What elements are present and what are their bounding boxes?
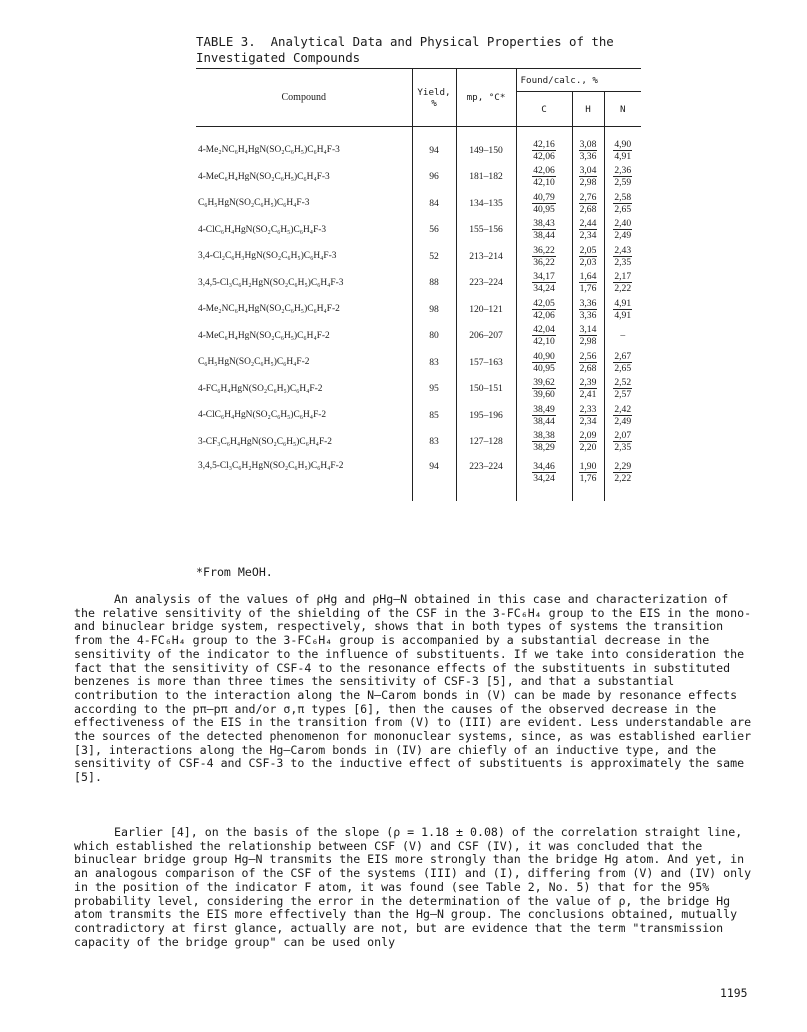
h-calc-value: 2,20 xyxy=(579,442,597,454)
n-calc-value: 2,65 xyxy=(614,362,632,374)
h-cell xyxy=(572,164,604,191)
c-cell xyxy=(516,296,572,323)
n-cell xyxy=(604,164,641,191)
c-found-value: 38,38 xyxy=(533,430,555,442)
c-cell xyxy=(516,376,572,403)
compound-cell: C₆H₅HgN(SO₂C₆H₅)C₆H₄F-3 xyxy=(198,198,310,209)
h-found-value: 3,04 xyxy=(579,165,597,177)
h-fraction xyxy=(579,218,598,241)
n-cell xyxy=(604,127,641,164)
c-found-value: 42,16 xyxy=(533,138,555,150)
h-cell xyxy=(572,296,604,323)
n-found-value: 2,40 xyxy=(614,218,632,230)
yield-cell: 94 xyxy=(412,455,456,501)
c-found-value: 40,79 xyxy=(533,191,555,203)
n-fraction xyxy=(613,271,632,294)
h-fraction xyxy=(579,271,598,294)
h-found-value: 1,90 xyxy=(579,461,597,472)
n-fraction xyxy=(613,245,632,268)
c-found-value: 42,04 xyxy=(533,324,555,336)
yield-cell: 52 xyxy=(412,243,456,270)
mp-cell: 181–182 xyxy=(456,164,516,191)
n-fraction xyxy=(613,298,632,321)
c-cell xyxy=(516,270,572,297)
table-row xyxy=(196,270,641,297)
h-cell xyxy=(572,217,604,244)
yield-cell: 96 xyxy=(412,164,456,191)
mp-cell: 213–214 xyxy=(456,243,516,270)
n-found-value: 4,90 xyxy=(614,138,632,150)
c-found-value: 38,43 xyxy=(533,218,555,230)
n-cell xyxy=(604,270,641,297)
n-fraction xyxy=(613,218,632,241)
yield-cell: 83 xyxy=(412,429,456,456)
n-calc-value: 2,49 xyxy=(614,415,632,427)
table-row xyxy=(196,402,641,429)
n-calc-value: 2,49 xyxy=(614,230,632,242)
c-found-value: 42,05 xyxy=(533,297,555,309)
h-cell xyxy=(572,455,604,501)
n-cell xyxy=(604,349,641,376)
n-calc-value: 2,35 xyxy=(614,442,632,454)
h-calc-value: 2,41 xyxy=(579,389,597,401)
compound-cell: 4-FC₆H₄HgN(SO₂C₆H₅)C₆H₄F-2 xyxy=(198,383,323,394)
h-fraction xyxy=(579,351,598,374)
c-calc-value: 34,24 xyxy=(533,473,555,484)
mp-cell: 206–207 xyxy=(456,323,516,350)
n-fraction xyxy=(613,192,632,215)
c-calc-value: 42,10 xyxy=(533,177,555,189)
h-found-value: 2,09 xyxy=(579,430,597,442)
yield-cell: 84 xyxy=(412,190,456,217)
c-fraction xyxy=(532,139,556,162)
h-fraction xyxy=(579,245,598,268)
n-fraction xyxy=(613,139,632,162)
n-found-value: 2,67 xyxy=(614,350,632,362)
c-calc-value: 42,06 xyxy=(533,150,555,162)
c-cell xyxy=(516,429,572,456)
n-calc-value: 4,91 xyxy=(614,309,632,321)
c-fraction xyxy=(532,165,556,188)
c-cell xyxy=(516,190,572,217)
h-fraction xyxy=(579,139,598,162)
n-found-value: – xyxy=(620,330,626,342)
h-cell xyxy=(572,243,604,270)
c-calc-value: 38,44 xyxy=(533,230,555,242)
c-found-value: 42,06 xyxy=(533,165,555,177)
yield-cell: 98 xyxy=(412,296,456,323)
c-cell xyxy=(516,323,572,350)
yield-cell: 80 xyxy=(412,323,456,350)
compound-cell: C₆H₅HgN(SO₂C₆H₅)C₆H₄F-2 xyxy=(198,357,310,368)
n-calc-value: 4,91 xyxy=(614,150,632,162)
compound-cell: 4-Me₂NC₆H₄HgN(SO₂C₆H₅)C₆H₄F-3 xyxy=(198,145,340,156)
n-found-value: 2,43 xyxy=(614,244,632,256)
c-calc-value: 40,95 xyxy=(533,362,555,374)
paragraph-2-text: Earlier [4], on the basis of the slope (ρ = 1.18 ± 0.08) of the correlation straight line, which established the relationship between CSF (V) and CSF (IV), it was concluded that the binuclear bridge group Hg–N transmits the EIS more strongly than the bridge Hg atom. And yet, in an analogous comparison of the CSF of the systems (III) and (I), differing from (V) and (IV) only in the position of the indicator F atom, it was found (see Table 2, No. 5) that for the 95% probability level, considering the error in the determination of the value of ρ, the bridge Hg atom transmits the EIS more effectively than the Hg–N group. The conclusions obtained, mutually contradictory at first glance, actually are not, but are evidence that the term "transmission capacity of the bridge group" can be used only xyxy=(74,825,752,949)
c-calc-value: 36,22 xyxy=(533,256,555,268)
n-found-value: 2,36 xyxy=(614,165,632,177)
c-fraction xyxy=(532,351,556,374)
paragraph-1-text: An analysis of the values of ρHg and ρHg–N obtained in this case and characterization of the relative sensitivity of the shielding of the CSF in the 3-FC₆H₄ group to the EIS in the mono- and binuclear bridge system, respectively, shows that in both types of systems the transition from the 4-FC₆H₄ group to the 3-FC₆H₄ group is accompanied by a substantial decrease in the sensitivity of the indicator to the influence of substituents. If we take into consideration the fact that the sensitivity of CSF-4 to the resonance effects of the substituents in substituted benzenes is more than three times the sensitivity of CSF-3 [5], and that a substantial contribution to the interaction along the N–Carom bonds in (V) can be made by resonance effects according to the pπ–pπ and/or σ,π types [6], then the causes of the observed decrease in the effectiveness of the EIS in the transition from (V) to (III) are evident. Less understandable are the sources of the detected phenomenon for mononuclear systems, since, as was established earlier [3], interactions along the Hg–Carom bonds in (IV) are chiefly of an inductive type, and the sensitivity of CSF-4 and CSF-3 to the inductive effect of substituents is approximately the same [5]. xyxy=(74,592,752,785)
header-n: N xyxy=(604,92,641,127)
table-row xyxy=(196,296,641,323)
c-fraction xyxy=(532,430,556,453)
h-calc-value: 2,98 xyxy=(579,336,597,348)
table-caption: TABLE 3. Analytical Data and Physical Properties of the Investigated Compounds xyxy=(196,34,614,65)
c-fraction xyxy=(532,192,556,215)
n-cell xyxy=(604,376,641,403)
n-fraction xyxy=(613,351,632,374)
h-cell xyxy=(572,376,604,403)
n-cell xyxy=(604,455,641,501)
n-cell xyxy=(604,323,641,350)
header-mp: mp, °C* xyxy=(456,69,516,127)
n-found-value: 2,58 xyxy=(614,191,632,203)
h-fraction xyxy=(579,298,598,321)
n-found-value: 2,29 xyxy=(614,461,632,472)
mp-cell: 127–128 xyxy=(456,429,516,456)
mp-cell: 149–150 xyxy=(456,127,516,164)
h-calc-value: 3,36 xyxy=(579,150,597,162)
mp-cell: 120–121 xyxy=(456,296,516,323)
c-calc-value: 38,29 xyxy=(533,442,555,454)
n-fraction xyxy=(613,377,632,400)
page-number: 1195 xyxy=(720,986,748,1000)
c-fraction xyxy=(532,245,556,268)
n-cell xyxy=(604,190,641,217)
table-row xyxy=(196,127,641,164)
h-calc-value: 2,34 xyxy=(579,415,597,427)
yield-cell: 85 xyxy=(412,402,456,429)
h-cell xyxy=(572,190,604,217)
c-cell xyxy=(516,164,572,191)
compound-cell: 4-MeC₆H₄HgN(SO₂C₆H₅)C₆H₄F-3 xyxy=(198,171,330,182)
yield-cell: 95 xyxy=(412,376,456,403)
yield-cell: 88 xyxy=(412,270,456,297)
h-found-value: 3,08 xyxy=(579,138,597,150)
c-calc-value: 39,60 xyxy=(533,389,555,401)
compound-cell: 3,4,5-Cl₃C₆H₂HgN(SO₂C₆H₅)C₆H₄F-2 xyxy=(198,461,344,471)
c-calc-value: 40,95 xyxy=(533,203,555,215)
h-calc-value: 1,76 xyxy=(579,473,597,484)
n-found-value: 2,42 xyxy=(614,403,632,415)
c-cell xyxy=(516,243,572,270)
c-cell xyxy=(516,349,572,376)
h-found-value: 3,14 xyxy=(579,324,597,336)
yield-cell: 94 xyxy=(412,127,456,164)
h-fraction xyxy=(579,192,598,215)
table-row xyxy=(196,455,641,501)
n-found-value: 2,52 xyxy=(614,377,632,389)
n-cell xyxy=(604,243,641,270)
c-found-value: 34,46 xyxy=(533,461,555,472)
n-found-value: 2,17 xyxy=(614,271,632,283)
h-fraction xyxy=(579,461,598,484)
yield-cell: 83 xyxy=(412,349,456,376)
n-found-value: 4,91 xyxy=(614,297,632,309)
h-found-value: 3,36 xyxy=(579,297,597,309)
n-calc-value: 2,22 xyxy=(614,283,632,295)
compound-cell: 4-MeC₆H₄HgN(SO₂C₆H₅)C₆H₄F-2 xyxy=(198,330,330,341)
h-found-value: 2,56 xyxy=(579,350,597,362)
n-fraction xyxy=(613,165,632,188)
mp-cell: 155–156 xyxy=(456,217,516,244)
c-found-value: 39,62 xyxy=(533,377,555,389)
mp-cell: 150–151 xyxy=(456,376,516,403)
n-fraction xyxy=(613,461,632,484)
h-calc-value: 2,68 xyxy=(579,203,597,215)
c-calc-value: 42,06 xyxy=(533,309,555,321)
h-calc-value: 3,36 xyxy=(579,309,597,321)
c-calc-value: 42,10 xyxy=(533,336,555,348)
analytical-data-table xyxy=(196,68,641,501)
n-cell xyxy=(604,217,641,244)
header-found-calc: Found/calc., % xyxy=(516,69,641,92)
mp-cell: 195–196 xyxy=(456,402,516,429)
table-footnote: *From MeOH. xyxy=(196,565,273,579)
c-found-value: 38,49 xyxy=(533,403,555,415)
h-calc-value: 2,98 xyxy=(579,177,597,189)
c-found-value: 36,22 xyxy=(533,244,555,256)
n-found-value: 2,07 xyxy=(614,430,632,442)
c-fraction xyxy=(532,271,556,294)
c-cell xyxy=(516,402,572,429)
c-fraction xyxy=(532,218,556,241)
header-yield: Yield, % xyxy=(412,69,456,127)
n-fraction xyxy=(613,430,632,453)
h-found-value: 2,76 xyxy=(579,191,597,203)
n-cell xyxy=(604,296,641,323)
compound-cell: 4-ClC₆H₄HgN(SO₂C₆H₅)C₆H₄F-3 xyxy=(198,224,327,235)
c-found-value: 40,90 xyxy=(533,350,555,362)
compound-cell: 3-CF₃C₆H₄HgN(SO₂C₆H₅)C₆H₄F-2 xyxy=(198,436,332,447)
c-cell xyxy=(516,455,572,501)
mp-cell: 157–163 xyxy=(456,349,516,376)
c-fraction xyxy=(532,298,556,321)
c-calc-value: 38,44 xyxy=(533,415,555,427)
mp-cell: 223–224 xyxy=(456,270,516,297)
h-calc-value: 1,76 xyxy=(579,283,597,295)
n-calc-value: 2,65 xyxy=(614,203,632,215)
table-row xyxy=(196,243,641,270)
n-cell xyxy=(604,402,641,429)
h-found-value: 1,64 xyxy=(579,271,597,283)
paragraph-1 xyxy=(74,593,754,785)
h-cell xyxy=(572,127,604,164)
compound-cell: 4-Me₂NC₆H₄HgN(SO₂C₆H₅)C₆H₄F-2 xyxy=(198,304,340,315)
h-found-value: 2,33 xyxy=(579,403,597,415)
h-calc-value: 2,03 xyxy=(579,256,597,268)
table-row xyxy=(196,217,641,244)
header-compound: Compound xyxy=(281,92,326,103)
h-fraction xyxy=(579,377,598,400)
table-row xyxy=(196,164,641,191)
h-cell xyxy=(572,270,604,297)
paragraph-2 xyxy=(74,826,754,949)
mp-cell: 134–135 xyxy=(456,190,516,217)
yield-cell: 56 xyxy=(412,217,456,244)
header-c: C xyxy=(516,92,572,127)
header-h: H xyxy=(572,92,604,127)
c-fraction xyxy=(532,324,556,347)
c-fraction xyxy=(532,461,556,484)
c-cell xyxy=(516,217,572,244)
n-cell xyxy=(604,429,641,456)
n-calc-value: 2,22 xyxy=(614,473,632,484)
table-row xyxy=(196,429,641,456)
table-row xyxy=(196,376,641,403)
compound-cell: 3,4,5-Cl₃C₆H₂HgN(SO₂C₆H₅)C₆H₄F-3 xyxy=(198,277,344,288)
h-fraction xyxy=(579,430,598,453)
h-cell xyxy=(572,349,604,376)
c-found-value: 34,17 xyxy=(533,271,555,283)
c-cell xyxy=(516,127,572,164)
h-found-value: 2,44 xyxy=(579,218,597,230)
h-cell xyxy=(572,402,604,429)
c-calc-value: 34,24 xyxy=(533,283,555,295)
h-fraction xyxy=(579,165,598,188)
table-row xyxy=(196,323,641,350)
compound-cell: 4-ClC₆H₄HgN(SO₂C₆H₅)C₆H₄F-2 xyxy=(198,410,327,421)
h-cell xyxy=(572,429,604,456)
h-calc-value: 2,68 xyxy=(579,362,597,374)
n-calc-value: 2,35 xyxy=(614,256,632,268)
c-fraction xyxy=(532,404,556,427)
compound-cell: 3,4-Cl₂C₆H₃HgN(SO₂C₆H₅)C₆H₄F-3 xyxy=(198,251,337,262)
h-calc-value: 2,34 xyxy=(579,230,597,242)
n-calc-value: 2,57 xyxy=(614,389,632,401)
h-found-value: 2,39 xyxy=(579,377,597,389)
h-fraction xyxy=(579,404,598,427)
table-row xyxy=(196,190,641,217)
c-fraction xyxy=(532,377,556,400)
h-cell xyxy=(572,323,604,350)
mp-cell: 223–224 xyxy=(456,455,516,501)
n-fraction xyxy=(613,404,632,427)
table-row xyxy=(196,349,641,376)
h-found-value: 2,05 xyxy=(579,244,597,256)
n-calc-value: 2,59 xyxy=(614,177,632,189)
h-fraction xyxy=(579,324,598,347)
